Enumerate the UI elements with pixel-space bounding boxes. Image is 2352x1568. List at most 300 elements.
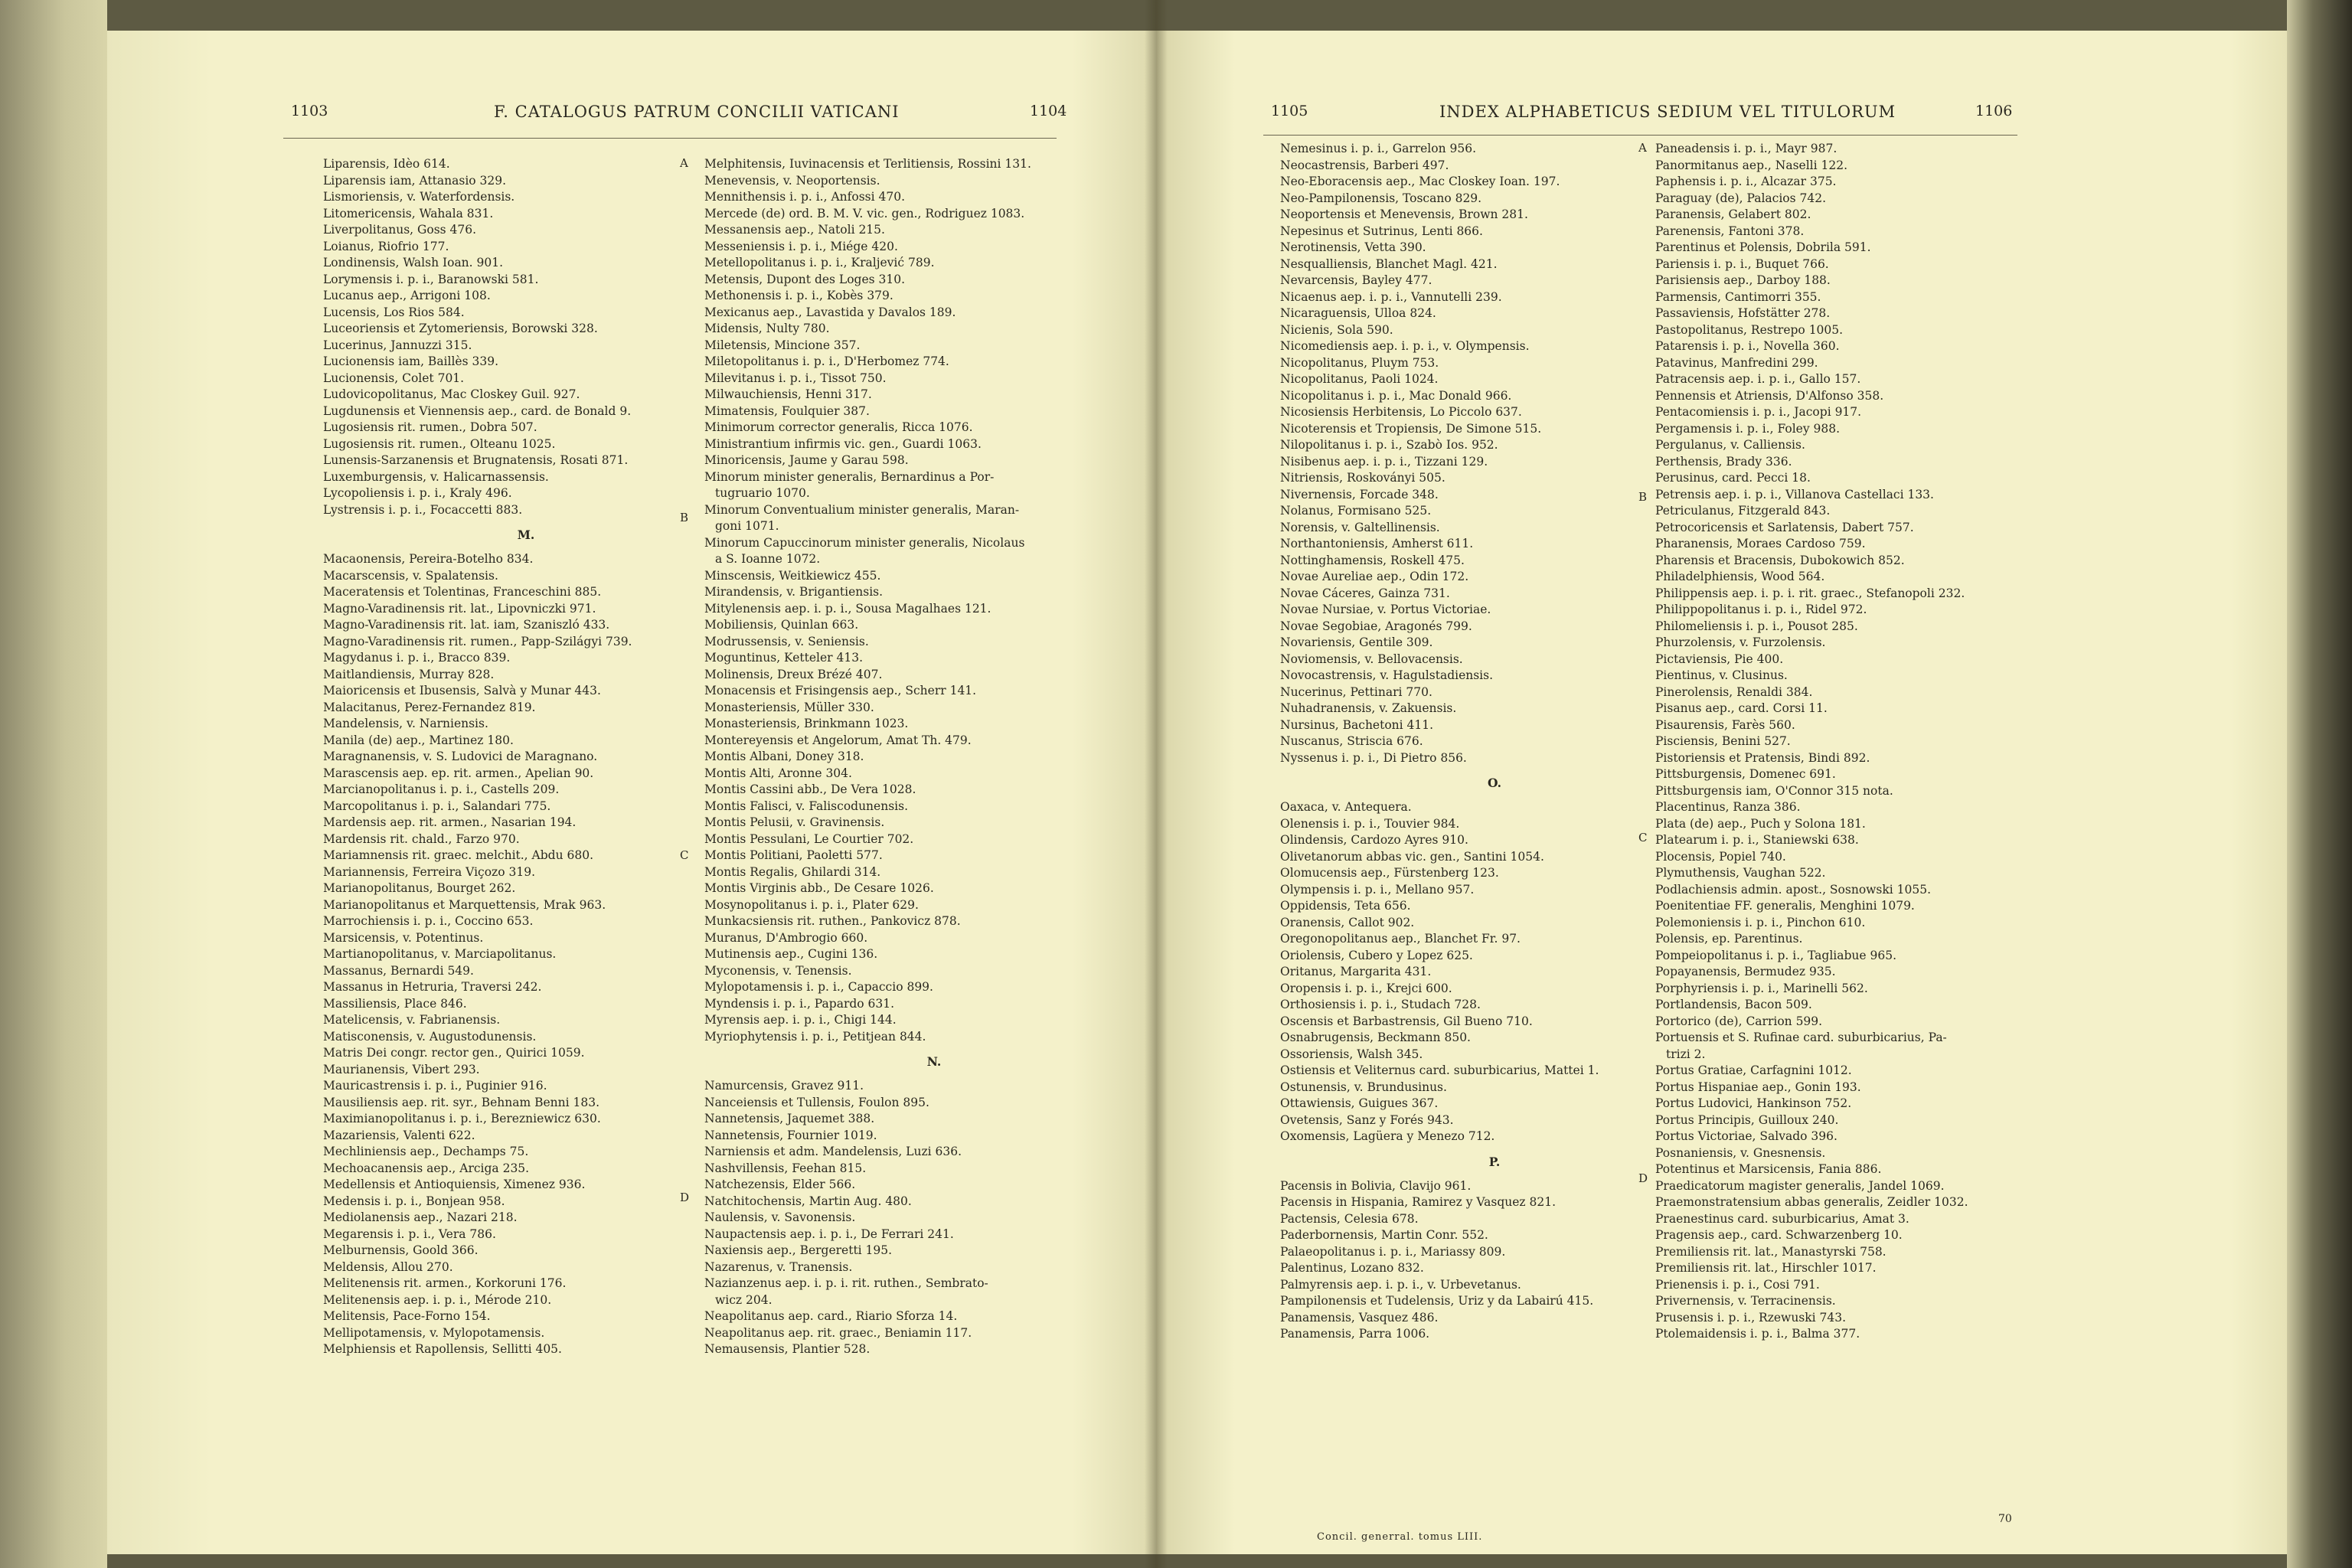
left-page-title: F. CATALOGUS PATRUM CONCILII VATICANI (494, 103, 900, 121)
index-entry: Nuhadranensis, v. Zakuensis. (1280, 701, 1457, 715)
index-entry: Nevarcensis, Bayley 477. (1280, 273, 1432, 287)
index-entry: Oropensis i. p. i., Krejci 600. (1280, 981, 1452, 995)
index-entry: Lucionensis iam, Baillès 339. (323, 354, 498, 368)
index-entry: Marrochiensis i. p. i., Coccino 653. (323, 914, 534, 928)
index-entry: Nicaenus aep. i. p. i., Vannutelli 239. (1280, 289, 1502, 304)
index-entry: Oppidensis, Teta 656. (1280, 899, 1411, 913)
index-entry: Mobiliensis, Quinlan 663. (704, 618, 859, 632)
index-entry: Miletensis, Mincione 357. (704, 338, 861, 352)
index-entry: Naupactensis aep. i. p. i., De Ferrari 241. (704, 1227, 954, 1241)
index-entry: Placentinus, Ranza 386. (1655, 800, 1801, 814)
index-entry: Praemonstratensium abbas generalis, Zeidler 1032. (1655, 1195, 1968, 1209)
index-entry: Neoportensis et Menevensis, Brown 281. (1280, 207, 1528, 221)
index-entry: Nottinghamensis, Roskell 475. (1280, 553, 1465, 567)
index-entry: Neo-Eboracensis aep., Mac Closkey Ioan. 197. (1280, 175, 1560, 188)
index-entry: Podlachiensis admin. apost., Sosnowski 1055. (1655, 882, 1932, 897)
index-entry: Novariensis, Gentile 309. (1280, 635, 1433, 649)
index-entry: Medellensis et Antioquiensis, Ximenez 936. (323, 1178, 586, 1191)
index-entry: Mylopotamensis i. p. i., Capaccio 899. (704, 980, 933, 994)
index-entry: Magydanus i. p. i., Bracco 839. (323, 651, 511, 665)
index-entry: Molinensis, Dreux Brézé 407. (704, 667, 883, 681)
index-entry: Philadelphiensis, Wood 564. (1655, 570, 1825, 583)
index-entry: Minimorum corrector generalis, Ricca 1076. (704, 420, 973, 434)
index-entry: Montis Politiani, Paoletti 577. (704, 848, 883, 862)
index-entry: Mazariensis, Valenti 622. (323, 1128, 475, 1142)
index-entry: Moguntinus, Ketteler 413. (704, 651, 863, 665)
index-entry: Medensis i. p. i., Bonjean 958. (323, 1194, 505, 1208)
index-entry: Olomucensis aep., Fürstenberg 123. (1280, 866, 1499, 880)
index-entry: Orthosiensis i. p. i., Studach 728. (1280, 998, 1481, 1011)
index-entry: Litomericensis, Wahala 831. (323, 206, 494, 220)
index-entry: Maurianensis, Vibert 293. (323, 1062, 480, 1076)
index-entry: Nemausensis, Plantier 528. (704, 1342, 871, 1356)
index-entry: Monasteriensis, Brinkmann 1023. (704, 717, 909, 730)
index-entry: Oscensis et Barbastrensis, Gil Bueno 710. (1280, 1014, 1533, 1028)
index-entry: Melitensis, Pace-Forno 154. (323, 1309, 491, 1323)
index-entry: Matisconensis, v. Augustodunensis. (323, 1029, 537, 1044)
index-entry: Nicaraguensis, Ulloa 824. (1280, 306, 1436, 320)
index-entry: Marsicensis, v. Potentinus. (323, 930, 484, 945)
index-entry: Portus Gratiae, Carfagnini 1012. (1655, 1063, 1852, 1077)
index-entry: Nicomediensis aep. i. p. i., v. Olympensis. (1280, 339, 1530, 353)
index-entry: Paderbornensis, Martin Conr. 552. (1280, 1228, 1488, 1242)
index-entry: Pactensis, Celesia 678. (1280, 1211, 1419, 1226)
index-entry: Mechliniensis aep., Dechamps 75. (323, 1145, 529, 1158)
index-entry: Privernensis, v. Terracinensis. (1655, 1294, 1836, 1308)
index-entry: Myndensis i. p. i., Papardo 631. (704, 996, 895, 1011)
index-entry: Metellopolitanus i. p. i., Kraljević 789. (704, 256, 935, 270)
index-entry: Nicopolitanus, Pluym 753. (1280, 355, 1439, 370)
index-entry: Melphiensis et Rapollensis, Sellitti 405. (323, 1342, 562, 1356)
index-entry: Mercede (de) ord. B. M. V. vic. gen., Rodriguez 1083. (704, 206, 1025, 220)
index-entry: Mosynopolitanus i. p. i., Plater 629. (704, 897, 919, 912)
index-entry: Portorico (de), Carrion 599. (1655, 1014, 1823, 1028)
index-entry: Novocastrensis, v. Hagulstadiensis. (1280, 668, 1494, 682)
index-entry: Lycopoliensis i. p. i., Kraly 496. (323, 486, 512, 500)
index-entry: Philippopolitanus i. p. i., Ridel 972. (1655, 603, 1867, 616)
index-entry: Miletopolitanus i. p. i., D'Herbomez 774. (704, 354, 949, 368)
index-entry: Neapolitanus aep. card., Riario Sforza 14. (704, 1309, 958, 1323)
left-page-edges (0, 0, 107, 1568)
index-entry: Nicopolitanus i. p. i., Mac Donald 966. (1280, 388, 1512, 403)
index-entry: Popayanensis, Bermudez 935. (1655, 965, 1836, 978)
index-entry: Prienensis i. p. i., Cosi 791. (1655, 1277, 1820, 1292)
index-entry: Mausiliensis aep. rit. syr., Behnam Benni 183. (323, 1095, 600, 1109)
index-entry: Pharensis et Bracensis, Dubokowich 852. (1655, 553, 1905, 567)
index-entry: Pharanensis, Moraes Cardoso 759. (1655, 537, 1866, 550)
index-entry: Patarensis i. p. i., Novella 360. (1655, 339, 1840, 353)
index-entry: Osnabrugensis, Beckmann 850. (1280, 1031, 1471, 1044)
index-entry: Mediolanensis aep., Nazari 218. (323, 1210, 518, 1224)
index-entry: Pisaurensis, Farès 560. (1655, 717, 1795, 732)
header-rule (283, 138, 1057, 139)
index-entry: Mandelensis, v. Narniensis. (323, 717, 488, 730)
index-entry: Plata (de) aep., Puch y Solona 181. (1655, 816, 1866, 831)
index-entry: Oriolensis, Cubero y Lopez 625. (1280, 948, 1473, 962)
index-entry: Pittsburgensis iam, O'Connor 315 nota. (1655, 783, 1893, 798)
index-entry: Pistoriensis et Pratensis, Bindi 892. (1655, 750, 1870, 765)
index-entry: Paranensis, Gelabert 802. (1655, 207, 1811, 221)
index-entry: Panamensis, Vasquez 486. (1280, 1310, 1439, 1325)
margin-letter-b: B (1638, 490, 1648, 504)
index-entry: Montis Regalis, Ghilardi 314. (704, 864, 881, 879)
index-entry: Ovetensis, Sanz y Forés 943. (1280, 1112, 1454, 1127)
index-entry: Olenensis i. p. i., Touvier 984. (1280, 816, 1460, 831)
index-entry: Londinensis, Walsh Ioan. 901. (323, 256, 504, 270)
index-entry: Posnaniensis, v. Gnesnensis. (1655, 1145, 1826, 1160)
index-entry: Premiliensis rit. lat., Manastyrski 758. (1655, 1244, 1886, 1259)
index-entry: Prusensis i. p. i., Rzewuski 743. (1655, 1310, 1847, 1325)
index-entry: Oranensis, Callot 902. (1280, 915, 1415, 929)
index-entry: Montis Virginis abb., De Cesare 1026. (704, 881, 934, 895)
index-entry: Panormitanus aep., Naselli 122. (1655, 158, 1848, 172)
index-entry: Nicopolitanus, Paoli 1024. (1280, 372, 1439, 386)
index-entry: Plocensis, Popiel 740. (1655, 849, 1786, 864)
margin-letter-c: C (1638, 831, 1648, 844)
index-entry: Parmensis, Cantimorri 355. (1655, 289, 1821, 304)
index-entry: Porphyriensis i. p. i., Marinelli 562. (1655, 981, 1868, 995)
index-entry: Metensis, Dupont des Loges 310. (704, 272, 906, 286)
index-entry: Nucerinus, Pettinari 770. (1280, 684, 1432, 699)
index-entry: Manila (de) aep., Martinez 180. (323, 733, 514, 747)
margin-letter-a: A (680, 156, 688, 170)
index-entry: Marcopolitanus i. p. i., Salandari 775. (323, 799, 551, 813)
index-entry: Nursinus, Bachetoni 411. (1280, 717, 1434, 732)
index-entry: Paneadensis i. p. i., Mayr 987. (1655, 142, 1838, 155)
index-entry: Pinerolensis, Renaldi 384. (1655, 684, 1813, 699)
index-entry: Nashvillensis, Feehan 815. (704, 1161, 867, 1175)
index-entry: Neapolitanus aep. rit. graec., Beniamin 117. (704, 1325, 972, 1340)
index-entry: Matris Dei congr. rector gen., Quirici 1059. (323, 1046, 585, 1060)
index-entry: Nerotinensis, Vetta 390. (1280, 240, 1426, 254)
index-entry: Nyssenus i. p. i., Di Pietro 856. (1280, 750, 1467, 765)
index-entry: Nicosiensis Herbitensis, Lo Piccolo 637. (1280, 405, 1522, 419)
index-entry: Natchezensis, Elder 566. (704, 1178, 856, 1191)
index-entry: Noviomensis, v. Bellovacensis. (1280, 652, 1463, 666)
index-entry: Portuensis et S. Rufinae card. suburbicarius, Pa- (1655, 1031, 1947, 1044)
index-entry: Marcianopolitanus i. p. i., Castells 209. (323, 782, 560, 796)
index-entry: Liverpolitanus, Goss 476. (323, 223, 477, 237)
index-entry: Nannetensis, Jaquemet 388. (704, 1112, 875, 1125)
index-entry: Nicoterensis et Tropiensis, De Simone 515. (1280, 421, 1542, 436)
index-entry: Mariamnensis rit. graec. melchit., Abdu 680. (323, 848, 593, 862)
index-entry: Paphensis i. p. i., Alcazar 375. (1655, 175, 1837, 188)
index-entry: Nazarenus, v. Tranensis. (704, 1259, 853, 1274)
index-entry: Palmyrensis aep. i. p. i., v. Urbevetanus. (1280, 1277, 1521, 1292)
index-entry: Maximianopolitanus i. p. i., Berezniewicz 630. (323, 1112, 601, 1125)
index-entry: Lismoriensis, v. Waterfordensis. (323, 190, 515, 204)
index-entry: Ludovicopolitanus, Mac Closkey Guil. 927. (323, 387, 580, 401)
index-entry: Minorum Capuccinorum minister generalis, Nicolaus (704, 535, 1025, 550)
index-entry: Malacitanus, Perez-Fernandez 819. (323, 700, 536, 714)
index-entry: Olympensis i. p. i., Mellano 957. (1280, 882, 1475, 897)
index-entry: Oxomensis, Lagüera y Menezo 712. (1280, 1129, 1495, 1143)
index-entry: Palaeopolitanus i. p. i., Mariassy 809. (1280, 1244, 1506, 1259)
index-entry: Luxemburgensis, v. Halicarnassensis. (323, 469, 549, 484)
book-gutter (1145, 0, 1168, 1568)
index-entry: Massiliensis, Place 846. (323, 996, 467, 1011)
index-entry: Montis Pelusii, v. Gravinensis. (704, 815, 885, 829)
index-entry: Milevitanus i. p. i., Tissot 750. (704, 371, 887, 385)
index-entry: Pentacomiensis i. p. i., Jacopi 917. (1655, 405, 1862, 419)
index-entry: Maitlandiensis, Murray 828. (323, 667, 495, 681)
index-entry: Polensis, ep. Parentinus. (1655, 932, 1803, 946)
index-entry: Mutinensis aep., Cugini 136. (704, 947, 878, 961)
index-entry: Messanensis aep., Natoli 215. (704, 223, 885, 237)
index-entry: Pompeiopolitanus i. p. i., Tagliabue 965. (1655, 948, 1896, 962)
index-entry: Norensis, v. Galtellinensis. (1280, 520, 1440, 534)
index-entry: Minoricensis, Jaume y Garau 598. (704, 453, 909, 467)
index-entry: Pampilonensis et Tudelensis, Uriz y da Labairú 415. (1280, 1294, 1594, 1308)
section-letter: M. (517, 528, 535, 542)
index-entry: Monasteriensis, Müller 330. (704, 700, 874, 714)
margin-letter-d: D (1638, 1171, 1648, 1185)
index-entry: Parisiensis aep., Darboy 188. (1655, 273, 1831, 287)
index-entry: Myrensis aep. i. p. i., Chigi 144. (704, 1013, 897, 1027)
index-entry: Montis Alti, Aronne 304. (704, 766, 852, 780)
index-entry: Pisciensis, Benini 527. (1655, 734, 1791, 748)
left-column-1 (323, 156, 729, 1358)
index-entry: Meldensis, Allou 270. (323, 1259, 453, 1274)
index-entry: Oregonopolitanus aep., Blanchet Fr. 97. (1280, 932, 1521, 946)
index-entry: Petrocoricensis et Sarlatensis, Dabert 757. (1655, 520, 1914, 534)
index-entry: Milwauchiensis, Henni 317. (704, 387, 872, 401)
index-entry: Lucerinus, Jannuzzi 315. (323, 338, 472, 352)
index-entry: Lucensis, Los Rios 584. (323, 305, 465, 319)
index-entry: Menevensis, v. Neoportensis. (704, 173, 880, 188)
index-entry: Muranus, D'Ambrogio 660. (704, 930, 868, 945)
index-entry: Montereyensis et Angelorum, Amat Th. 479. (704, 733, 972, 747)
index-entry: Portus Victoriae, Salvado 396. (1655, 1129, 1838, 1143)
index-entry: Ostiensis et Veliternus card. suburbicarius, Mattei 1. (1280, 1063, 1599, 1077)
index-entry: Petrensis aep. i. p. i., Villanova Castellaci 133. (1655, 487, 1934, 501)
index-entry: Macaonensis, Pereira-Botelho 834. (323, 552, 534, 566)
index-entry: Olivetanorum abbas vic. gen., Santini 1054. (1280, 849, 1544, 864)
index-entry-continuation: a S. Ioanne 1072. (715, 552, 821, 566)
index-entry: Pariensis i. p. i., Buquet 766. (1655, 256, 1829, 271)
signature-mark: Concil. generral. tomus LIII. (1317, 1531, 1483, 1543)
left-column-2 (704, 156, 1164, 1358)
index-entry: Nesqualliensis, Blanchet Magl. 421. (1280, 256, 1498, 271)
index-entry: Polemoniensis i. p. i., Pinchon 610. (1655, 915, 1866, 929)
index-entry: Parenensis, Fantoni 378. (1655, 224, 1805, 238)
index-entry: Passaviensis, Hofstätter 278. (1655, 306, 1831, 320)
margin-letter-b: B (680, 511, 689, 524)
index-entry: Liparensis iam, Attanasio 329. (323, 173, 507, 188)
index-entry: Oritanus, Margarita 431. (1280, 965, 1432, 978)
index-entry: Lunensis-Sarzanensis et Brugnatensis, Rosati 871. (323, 453, 629, 467)
section-letter: O. (1488, 776, 1501, 790)
index-entry: Pacensis in Bolivia, Clavijo 961. (1280, 1178, 1472, 1193)
index-entry-continuation: tugruario 1070. (715, 486, 810, 500)
margin-letter-a: A (1638, 141, 1647, 155)
index-entry: Massanus, Bernardi 549. (323, 963, 474, 978)
index-entry: Pastopolitanus, Restrepo 1005. (1655, 322, 1844, 337)
index-entry: Liparensis, Idèo 614. (323, 157, 450, 171)
index-entry: Portus Hispaniae aep., Gonin 193. (1655, 1080, 1861, 1094)
index-entry: Minorum minister generalis, Bernardinus a Por- (704, 469, 995, 484)
index-entry: Novae Cáceres, Gainza 731. (1280, 586, 1450, 600)
index-entry: Northantoniensis, Amherst 611. (1280, 537, 1474, 550)
page-number-1104: 1104 (1030, 103, 1067, 119)
index-entry: Petriculanus, Fitzgerald 843. (1655, 504, 1831, 518)
index-entry: Pientinus, v. Clusinus. (1655, 668, 1788, 682)
folio-number: 70 (1998, 1513, 2012, 1525)
index-entry: Novae Nursiae, v. Portus Victoriae. (1280, 603, 1491, 616)
index-entry: Perusinus, card. Pecci 18. (1655, 471, 1811, 485)
right-column-2 (1655, 141, 2115, 1343)
section-letter: N. (926, 1054, 942, 1069)
index-entry: Mimatensis, Foulquier 387. (704, 403, 870, 418)
index-entry: Lugosiensis rit. rumen., Olteanu 1025. (323, 436, 556, 451)
index-entry: Natchitochensis, Martin Aug. 480. (704, 1194, 912, 1208)
index-entry: Potentinus et Marsicensis, Fania 886. (1655, 1162, 1882, 1176)
index-entry: Nannetensis, Fournier 1019. (704, 1128, 877, 1142)
index-entry: Naxiensis aep., Bergeretti 195. (704, 1243, 893, 1257)
index-entry: Ptolemaidensis i. p. i., Balma 377. (1655, 1327, 1860, 1341)
index-entry: Nilopolitanus i. p. i., Szabò Ios. 952. (1280, 438, 1498, 452)
page-number-1103: 1103 (291, 103, 328, 119)
index-entry: Plymuthensis, Vaughan 522. (1655, 866, 1826, 880)
index-entry: Marascensis aep. ep. rit. armen., Apelian 90. (323, 766, 594, 780)
index-entry: Olindensis, Cardozo Ayres 910. (1280, 833, 1468, 847)
index-entry: Nazianzenus aep. i. p. i. rit. ruthen., Sembrato- (704, 1276, 988, 1290)
index-entry: Pergulanus, v. Calliensis. (1655, 438, 1805, 452)
index-entry: Namurcensis, Gravez 911. (704, 1079, 864, 1093)
index-entry: Modrussensis, v. Seniensis. (704, 634, 869, 648)
index-entry: Montis Cassini abb., De Vera 1028. (704, 782, 916, 796)
index-entry: Platearum i. p. i., Staniewski 638. (1655, 833, 1859, 847)
index-entry: Lorymensis i. p. i., Baranowski 581. (323, 272, 539, 286)
index-entry: Novae Segobiae, Aragonés 799. (1280, 619, 1472, 633)
index-entry: Melphitensis, Iuvinacensis et Terlitiensis, Rossini 131. (704, 157, 1031, 171)
index-entry: Mennithensis i. p. i., Anfossi 470. (704, 190, 906, 204)
index-entry: Munkacsiensis rit. ruthen., Pankovicz 878. (704, 914, 961, 928)
index-entry: Loianus, Riofrio 177. (323, 239, 449, 253)
index-entry: Melburnensis, Goold 366. (323, 1243, 479, 1257)
index-entry: Portus Principis, Guilloux 240. (1655, 1112, 1839, 1127)
index-entry: Lucanus aep., Arrigoni 108. (323, 289, 491, 302)
index-entry: Novae Aureliae aep., Odin 172. (1280, 570, 1469, 583)
index-entry: Perthensis, Brady 336. (1655, 454, 1792, 469)
index-entry: Nitriensis, Roskoványi 505. (1280, 471, 1446, 485)
index-entry: Poenitentiae FF. generalis, Menghini 1079. (1655, 899, 1915, 913)
index-entry: Naulensis, v. Savonensis. (704, 1210, 856, 1224)
index-entry: Montis Albani, Doney 318. (704, 750, 864, 763)
index-entry: Patracensis aep. i. p. i., Gallo 157. (1655, 372, 1861, 386)
index-entry: Oaxaca, v. Antequera. (1280, 800, 1412, 814)
index-entry: Magno-Varadinensis rit. lat., Lipovniczki 971. (323, 601, 596, 616)
index-entry: Nemesinus i. p. i., Garrelon 956. (1280, 142, 1477, 155)
index-entry: Ostunensis, v. Brundusinus. (1280, 1080, 1447, 1094)
index-entry: Nanceiensis et Tullensis, Foulon 895. (704, 1095, 929, 1109)
index-entry: Mardensis aep. rit. armen., Nasarian 194. (323, 815, 577, 829)
index-entry: Pergamensis i. p. i., Foley 988. (1655, 421, 1841, 436)
index-entry: Philomeliensis i. p. i., Pousot 285. (1655, 619, 1858, 633)
margin-letter-c: C (680, 848, 689, 862)
header-rule (1263, 135, 2017, 136)
index-entry: Minorum Conventualium minister generalis, Maran- (704, 502, 1020, 517)
index-entry: Pisanus aep., card. Corsi 11. (1655, 701, 1828, 715)
index-entry: Lugosiensis rit. rumen., Dobra 507. (323, 420, 537, 434)
index-entry: Midensis, Nulty 780. (704, 322, 830, 335)
page-number-1105: 1105 (1271, 103, 1308, 119)
index-entry: Parentinus et Polensis, Dobrila 591. (1655, 240, 1871, 254)
index-entry: Pragensis aep., card. Schwarzenberg 10. (1655, 1228, 1903, 1242)
index-entry: Mexicanus aep., Lavastida y Davalos 189. (704, 305, 956, 319)
index-entry: Lugdunensis et Viennensis aep., card. de Bonald 9. (323, 403, 632, 418)
index-entry: Magno-Varadinensis rit. rumen., Papp-Szilágyi 739. (323, 634, 632, 648)
index-entry: Nolanus, Formisano 525. (1280, 504, 1432, 518)
index-entry: Nisibenus aep. i. p. i., Tizzani 129. (1280, 454, 1488, 469)
left-page (107, 31, 1156, 1554)
index-entry: Maioricensis et Ibusensis, Salvà y Munar 443. (323, 684, 601, 697)
index-entry: Praenestinus card. suburbicarius, Amat 3. (1655, 1211, 1909, 1226)
index-entry: Lystrensis i. p. i., Focaccetti 883. (323, 502, 523, 517)
index-entry: Minscensis, Weitkiewicz 455. (704, 568, 881, 583)
right-page-edges (2287, 0, 2352, 1568)
index-entry: Nicienis, Sola 590. (1280, 322, 1393, 337)
index-entry: Megarensis i. p. i., Vera 786. (323, 1227, 496, 1241)
index-entry: Luceoriensis et Zytomeriensis, Borowski 328. (323, 322, 598, 335)
index-entry: Maceratensis et Tolentinas, Franceschini 885. (323, 585, 602, 599)
index-entry: Mellipotamensis, v. Mylopotamensis. (323, 1325, 545, 1340)
index-entry: Philippensis aep. i. p. i. rit. graec., Stefanopoli 232. (1655, 586, 1965, 600)
index-entry: Ministrantium infirmis vic. gen., Guardi 1063. (704, 436, 982, 451)
page-number-1106: 1106 (1975, 103, 2013, 119)
index-entry: Magno-Varadinensis rit. lat. iam, Szaniszló 433. (323, 618, 610, 632)
index-entry: Mitylenensis aep. i. p. i., Sousa Magalhaes 121. (704, 601, 991, 616)
index-entry: Marianopolitanus, Bourget 262. (323, 881, 516, 895)
index-entry-continuation: goni 1071. (715, 519, 779, 533)
index-entry: Praedicatorum magister generalis, Jandel 1069. (1655, 1178, 1945, 1193)
index-entry: Palentinus, Lozano 832. (1280, 1261, 1424, 1275)
index-entry: Montis Falisci, v. Faliscodunensis. (704, 799, 908, 813)
index-entry: Nuscanus, Striscia 676. (1280, 734, 1423, 748)
index-entry: Portus Ludovici, Hankinson 752. (1655, 1096, 1852, 1110)
index-entry-continuation: trizi 2. (1666, 1047, 1706, 1061)
index-entry: Panamensis, Parra 1006. (1280, 1327, 1430, 1341)
index-entry: Paraguay (de), Palacios 742. (1655, 191, 1827, 205)
index-entry: Matelicensis, v. Fabrianensis. (323, 1013, 501, 1027)
index-entry: Pictaviensis, Pie 400. (1655, 652, 1784, 666)
index-entry: Mariannensis, Ferreira Viçozo 319. (323, 864, 535, 879)
index-entry: Ossoriensis, Walsh 345. (1280, 1047, 1423, 1061)
right-page-title: INDEX ALPHABETICUS SEDIUM VEL TITULORUM (1439, 103, 1896, 121)
index-entry: Macarscensis, v. Spalatensis. (323, 568, 498, 583)
right-page (1156, 31, 2287, 1554)
index-entry: Myconensis, v. Tenensis. (704, 963, 852, 978)
index-entry: Lucionensis, Colet 701. (323, 371, 465, 385)
right-column-1 (1280, 141, 1709, 1343)
index-entry: Melitenensis aep. i. p. i., Mérode 210. (323, 1292, 552, 1307)
index-entry: Melitenensis rit. armen., Korkoruni 176. (323, 1276, 567, 1290)
index-entry: Messeniensis i. p. i., Miége 420. (704, 239, 898, 253)
index-entry: Nepesinus et Sutrinus, Lenti 866. (1280, 224, 1483, 238)
index-entry: Neocastrensis, Barberi 497. (1280, 158, 1449, 172)
index-entry: Montis Pessulani, Le Courtier 702. (704, 831, 914, 846)
index-entry: Mechoacanensis aep., Arciga 235. (323, 1161, 530, 1175)
index-entry-continuation: wicz 204. (715, 1292, 773, 1307)
index-entry: Massanus in Hetruria, Traversi 242. (323, 980, 542, 994)
index-entry: Monacensis et Frisingensis aep., Scherr 141. (704, 684, 977, 697)
index-entry: Pennensis et Atriensis, D'Alfonso 358. (1655, 388, 1884, 403)
index-entry: Maragnanensis, v. S. Ludovici de Maragnano. (323, 750, 598, 763)
index-entry: Martianopolitanus, v. Marciapolitanus. (323, 947, 557, 961)
index-entry: Narniensis et adm. Mandelensis, Luzi 636. (704, 1145, 962, 1158)
index-entry: Marianopolitanus et Marquettensis, Mrak 963. (323, 897, 606, 912)
margin-letter-d: D (680, 1191, 690, 1204)
